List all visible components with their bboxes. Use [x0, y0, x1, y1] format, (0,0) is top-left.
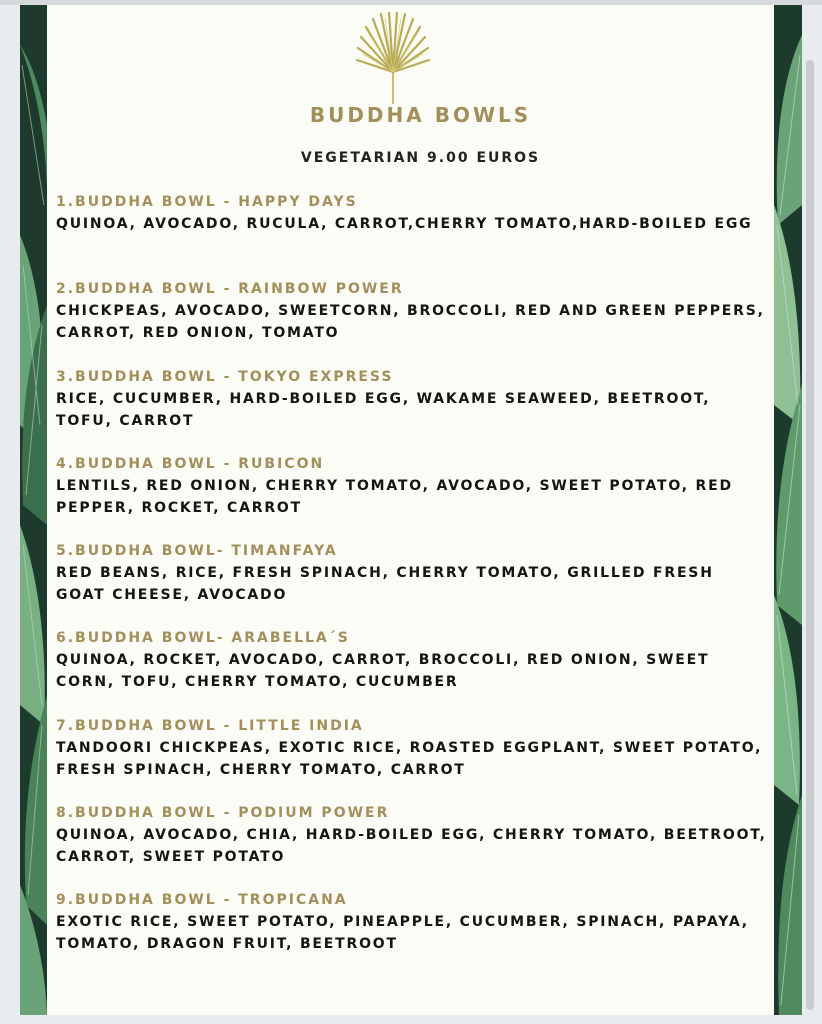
menu-subtitle: VEGETARIAN 9.00 EUROS	[300, 150, 541, 166]
palm-leaf-icon	[353, 12, 433, 104]
list-item	[56, 453, 768, 540]
bowl-name: 2.BUDDHA BOWL - RAINBOW POWER	[56, 281, 404, 298]
list-item	[56, 191, 768, 278]
list-item	[56, 627, 768, 714]
bowl-name: 3.BUDDHA BOWL - TOKYO EXPRESS	[56, 368, 394, 385]
bowl-name: 8.BUDDHA BOWL - PODIUM POWER	[56, 805, 390, 822]
scrollbar[interactable]	[806, 60, 814, 1010]
bowl-name: 1.BUDDHA BOWL - HAPPY DAYS	[56, 194, 358, 210]
list-item	[56, 802, 768, 889]
bowl-ingredients: TANDOORI CHICKPEAS, EXOTIC RICE, ROASTED EGGPLANT, SWEET POTATO, FRESH SPINACH, CHERRY TOMATO, CARROT	[56, 739, 763, 778]
bowl-ingredients: RICE, CUCUMBER, HARD-BOILED EGG, WAKAME SEAWEED, BEETROOT, TOFU, CARROT	[56, 390, 711, 429]
list-item	[56, 715, 768, 802]
bowl-ingredients: QUINOA, AVOCADO, RUCULA, CARROT,CHERRY TOMATO,HARD-BOILED EGG	[56, 216, 753, 232]
list-item	[56, 889, 768, 976]
leaf-border-left	[20, 5, 47, 1015]
list-item	[56, 278, 768, 365]
bowl-ingredients: LENTILS, RED ONION, CHERRY TOMATO, AVOCADO, SWEET POTATO, RED PEPPER, ROCKET, CARROT	[56, 477, 733, 516]
bowl-name: 6.BUDDHA BOWL- ARABELLA´S	[56, 630, 350, 647]
list-item	[56, 366, 768, 453]
bowl-ingredients: CHICKPEAS, AVOCADO, SWEETCORN, BROCCOLI, RED AND GREEN PEPPERS, CARROT, RED ONION, TOMATO	[56, 303, 765, 342]
bowl-ingredients: QUINOA, ROCKET, AVOCADO, CARROT, BROCCOLI, RED ONION, SWEET CORN, TOFU, CHERRY TOMATO, CUCUMBER	[56, 652, 710, 691]
bowl-name: 4.BUDDHA BOWL - RUBICON	[56, 455, 325, 472]
bowl-name: 9.BUDDHA BOWL - TROPICANA	[56, 892, 348, 909]
bowl-ingredients: QUINOA, AVOCADO, CHIA, HARD-BOILED EGG, CHERRY TOMATO, BEETROOT, CARROT, SWEET POTATO	[56, 827, 767, 866]
bowl-list	[56, 191, 768, 977]
list-item	[56, 540, 768, 627]
bowl-ingredients: RED BEANS, RICE, FRESH SPINACH, CHERRY TOMATO, GRILLED FRESH GOAT CHEESE, AVOCADO	[56, 565, 714, 604]
bowl-name: 7.BUDDHA BOWL - LITTLE INDIA	[56, 717, 364, 734]
bowl-ingredients: EXOTIC RICE, SWEET POTATO, PINEAPPLE, CUCUMBER, SPINACH, PAPAYA, TOMATO, DRAGON FRUIT, BEETROOT	[56, 914, 749, 953]
bowl-name: 5.BUDDHA BOWL- TIMANFAYA	[56, 543, 338, 560]
menu-title: BUDDHA BOWLS	[309, 103, 532, 127]
